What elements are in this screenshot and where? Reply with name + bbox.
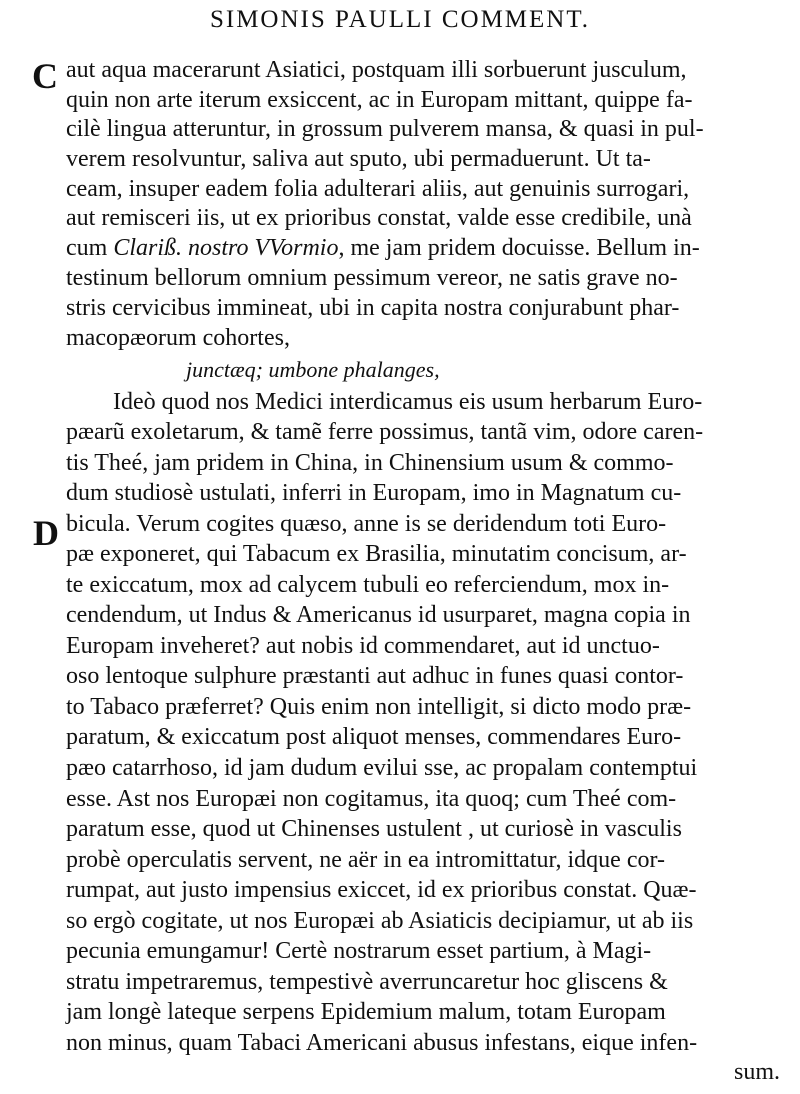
text-line: rumpat, aut justo impensius exiccet, id ex prioribus constat. Quæ- — [66, 877, 697, 903]
text-line: Europam inveheret? aut nobis id commendaret, aut id unctuo- — [66, 633, 660, 659]
text-line: aut remisceri iis, ut ex prioribus constat, valde esse credibile, unà — [66, 205, 692, 231]
text-line: bicula. Verum cogites quæso, anne is se deridendum toti Euro- — [66, 511, 667, 537]
text-line: paratum esse, quod ut Chinenses ustulent , ut curiosè in vasculis — [66, 816, 682, 842]
text-line: tis Theé, jam pridem in China, in Chinensium usum & commo- — [66, 450, 674, 476]
text-run: , me jam pridem docuisse. Bellum in- — [338, 235, 700, 261]
text-line: cendendum, ut Indus & Americanus id usurparet, magna copia in — [66, 602, 691, 628]
text-run: cum — [66, 235, 114, 261]
text-line — [66, 236, 700, 260]
text-line: aut aqua macerarunt Asiatici, postquam illi sorbuerunt jusculum, — [66, 57, 687, 83]
italic-name: Clariß. nostro VVormio — [113, 235, 339, 261]
running-header: SIMONIS PAULLI COMMENT. — [209, 6, 591, 33]
text-line: pecunia emungamur! Certè nostrarum esset partium, à Magi- — [66, 938, 652, 964]
text-line: non minus, quam Tabaci Americani abusus infestans, eique infen- — [66, 1030, 698, 1056]
signature-mark-top: C — [32, 56, 58, 96]
text-line: stris cervicibus immineat, ubi in capita nostra conjurabunt phar- — [66, 295, 680, 321]
verse-line: junctæq; umbone phalanges, — [186, 357, 440, 382]
text-line: cilè lingua atteruntur, in grossum pulverem mansa, & quasi in pul- — [66, 116, 704, 142]
text-line: to Tabaco præferret? Quis enim non intelligit, si dicto modo præ- — [66, 694, 692, 720]
text-line: so ergò cogitate, ut nos Europæi ab Asiaticis decipiamur, ut ab iis — [66, 908, 694, 934]
text-line: testinum bellorum omnium pessimum vereor, ne satis grave no- — [66, 265, 678, 291]
text-line: ceam, insuper eadem folia adulterari aliis, aut genuinis surrogari, — [66, 176, 690, 202]
text-line: esse. Ast nos Europæi non cogitamus, ita quoq; cum Theé com- — [66, 786, 677, 812]
text-line: dum studiosè ustulati, inferri in Europam, imo in Magnatum cu- — [66, 480, 682, 506]
text-line: pæ exponeret, qui Tabacum ex Brasilia, minutatim concisum, ar- — [66, 541, 687, 567]
text-line: sum. — [733, 1059, 780, 1085]
text-line: paratum, & exiccatum post aliquot menses, commendares Euro- — [66, 724, 682, 750]
text-line: jam longè lateque serpens Epidemium malum, totam Europam — [66, 999, 666, 1025]
text-line: probè operculatis servent, ne aër in ea intromittatur, idque cor- — [66, 847, 665, 873]
text-line: verem resolvuntur, saliva aut sputo, ubi permaduerunt. Ut ta- — [66, 146, 651, 172]
text-line: pæo catarrhoso, id jam dudum evilui sse, ac propalam contemptui — [66, 755, 698, 781]
text-line: Ideò quod nos Medici interdicamus eis usum herbarum Euro- — [113, 389, 703, 415]
signature-mark-bottom: D — [33, 513, 59, 553]
text-line: stratu impetraremus, tempestivè averruncaretur hoc gliscens & — [66, 969, 668, 995]
text-line: te exiccatum, mox ad calycem tubuli eo referciendum, mox in- — [66, 572, 670, 598]
text-line: oso lentoque sulphure præstanti aut adhuc in funes quasi contor- — [66, 663, 684, 689]
text-line: quin non arte iterum exsiccent, ac in Europam mittant, quippe fa- — [66, 87, 693, 113]
text-line: pæarũ exoletarum, & tamẽ ferre possimus, tantã vim, odore caren- — [66, 419, 704, 445]
text-line: macopæorum cohortes, — [66, 325, 290, 351]
